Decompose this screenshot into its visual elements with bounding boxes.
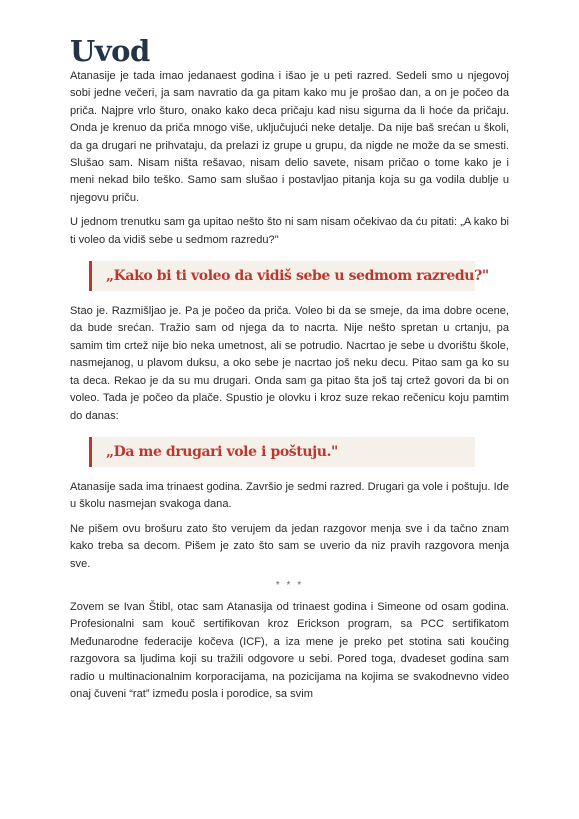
pull-quote xyxy=(89,261,489,291)
page-title: Uvod xyxy=(70,34,150,68)
paragraph-story: Stao je. Razmišljao je. Pa je počeo da priča. Voleo bi da se smeje, da ima dobre ocene, da bude srećan. Tražio sam od njega da to nacrta. Nije nešto spretan u crtanju, pa samim tim crtež nije bio neka umetnost, ali se potrudio. Nacrtao je sebe u dvorištu škole, nasmejanog, u plavom duksu, a oko sebe je nacrtao još neku decu. Pitao sam ga ko su ta deca. Rekao je da su mu drugari. Onda sam ga pitao šta još taj crtež govori da bi on voleo. Tada je počeo da plače. Spustio je olovku i kroz suze rekao rečenicu koju pamtim do danas: xyxy=(70,305,509,422)
document-page xyxy=(70,34,509,710)
paragraph-author: Zovem se Ivan Štibl, otac sam Atanasija od trinaest godina i Simeone od osam godina. Profesionalni sam kouč sertifikovan kroz Erickson program, sa PCC sertifikatom Međunarodne federacije kočeva (ICF), a iza mene je preko pet stotina sati koučing razgovora sa ljudima koji su tražili odgovore u sebi. Pored toga, dvadeset godina sam radio u multinacionalnim korporacijama, na pozicijama na kojima se svakodnevno video onaj čuveni “rat” između posla i porodice, sa svim xyxy=(70,600,509,700)
pull-quote-text: „Kako bi ti voleo da vidiš sebe u sedmom razredu?" xyxy=(106,268,489,285)
paragraph-now: Atanasije sada ima trinaest godina. Završio je sedmi razred. Drugari ga vole i poštuju. Ide u školu nasmejan svakoga dana. xyxy=(70,480,509,511)
paragraph-question: U jednom trenutku sam ga upitao nešto što ni sam nisam očekivao da ću pitati: „A kako bi ti voleo da vidiš sebe u sedmom razredu?" xyxy=(70,216,509,246)
paragraph-purpose: Ne pišem ovu brošuru zato što verujem da jedan razgovor menja sve i da tačno znam kako treba sa decom. Pišem je zato što sam se uverio da niz pravih razgovora menja sve. xyxy=(70,522,509,570)
pull-quote-text: „Da me drugari vole i poštuju." xyxy=(106,443,338,460)
pull-quote xyxy=(89,437,475,467)
section-separator: * * * xyxy=(275,579,304,591)
paragraph-intro: Atanasije je tada imao jedanaest godina i išao je u peti razred. Sedeli smo u njegovoj sobi jedne večeri, ja sam navratio da ga pitam kako mu je prošao dan, a on je počeo da priča. Najpre vrlo šturo, onako kako deca pričaju kad nisu sigurna da li hoće da pričaju. Onda je krenuo da priča mnogo više, uključujući neke detalje. Da nije baš srećan u školi, da ga drugari ne prihvataju, da prelazi iz grupe u grupu, da nigde ne može da se smesti. Slušao sam. Nisam ništa rešavao, nisam delio savete, nisam pričao o tome kako je i meni nekad bilo teško. Samo sam slušao i postavljao pitanja koja su ga vodila dublje u njegovu priču. xyxy=(70,70,509,204)
